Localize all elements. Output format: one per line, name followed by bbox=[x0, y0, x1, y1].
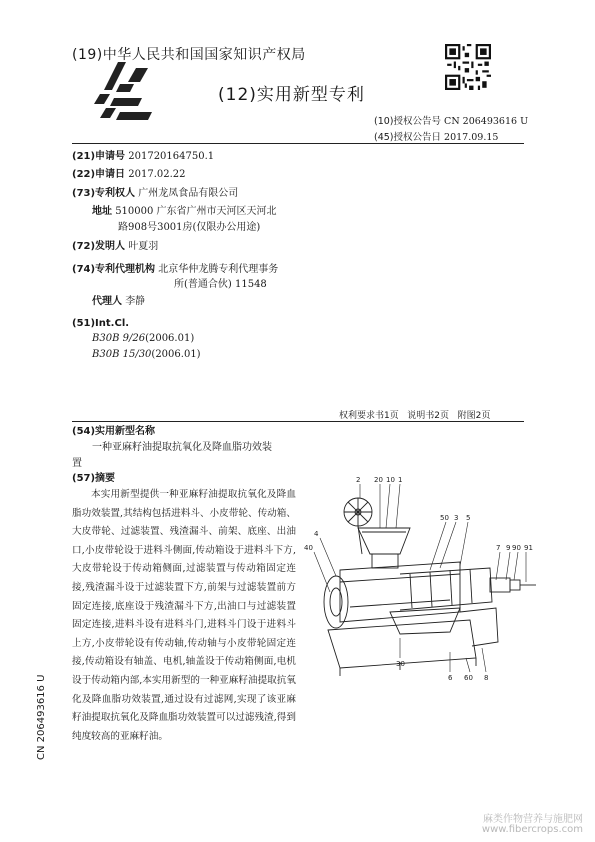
patent-agency-line-2: 所(普通合伙) 11548 bbox=[174, 279, 267, 290]
drawing-label: 3 bbox=[454, 514, 459, 522]
application-date-value: 2017.02.22 bbox=[128, 169, 186, 180]
application-number-value: 201720164750.1 bbox=[128, 151, 215, 162]
utility-model-title-line-2: 置 bbox=[72, 458, 82, 469]
inventor bbox=[72, 239, 158, 254]
page-count-info: 权利要求书1页 说明书2页 附图2页 bbox=[339, 411, 491, 421]
patent-agency-label: (74)专利代理机构 bbox=[72, 264, 156, 275]
ipc-code-2: B30B 15/30 bbox=[92, 349, 152, 360]
ipc-code-1: B30B 9/26 bbox=[92, 333, 146, 344]
address bbox=[92, 204, 277, 219]
abstract-text: 本实用新型提供一种亚麻籽油提取抗氧化及降血脂功效装置,其结构包括进料斗、小皮带轮、传动箱、大皮带轮、过滤装置、残渣漏斗、前架、底座、出油口,小皮带轮设于进料斗侧面,传动箱设于进料斗下方,大皮带轮设于传动箱侧面,过滤装置与传动箱固定连接,残渣漏斗设于过滤装置下方,前架与过滤装置前方固定连接,底座设于残渣漏斗下方,出油口与过滤装置固定连接,进料斗设有进料斗门,进料斗门设于进料斗上方,小皮带轮设有传动轴,传动轴与小皮带轮固定连接,传动箱设有轴盖、电机,轴盖设于传动箱侧面,电机设于传动箱内部,本实用新型的一种亚麻籽油提取抗氧化及降血脂功效装置,通过设有过滤网,实现了该亚麻籽油提取抗氧化及降血脂功效装置可以过滤残渣,得到纯度较高的亚麻籽油。 bbox=[72, 489, 296, 742]
drawing-label: 2 bbox=[356, 476, 361, 484]
application-date-label: (22)申请日 bbox=[72, 169, 126, 180]
utility-model-title-line-1: 一种亚麻籽油提取抗氧化及降血脂功效装 bbox=[92, 442, 272, 453]
header-divider bbox=[72, 143, 524, 144]
drawing-label: 30 bbox=[396, 660, 405, 668]
ipc-label: (51)Int.Cl. bbox=[72, 318, 130, 329]
title-label: (54)实用新型名称 bbox=[72, 426, 156, 437]
drawing-label: 10 bbox=[386, 476, 395, 484]
publication-date-value: 2017.09.15 bbox=[444, 132, 499, 143]
watermark-line-2: www.fibercrops.com bbox=[481, 824, 583, 835]
agent-value: 李静 bbox=[125, 296, 146, 307]
abstract-label: (57)摘要 bbox=[72, 473, 116, 484]
patentee-label: (73)专利权人 bbox=[72, 188, 136, 199]
patentee-value: 广州龙凤食品有限公司 bbox=[138, 188, 239, 199]
patentee bbox=[72, 186, 238, 201]
drawing-label: 7 bbox=[496, 544, 501, 552]
application-number-label: (21)申请号 bbox=[72, 151, 126, 162]
drawing-label: 40 bbox=[304, 544, 313, 552]
inventor-value: 叶夏羽 bbox=[128, 241, 159, 252]
document-type: (12)实用新型专利 bbox=[218, 85, 365, 105]
ipc-heading bbox=[72, 316, 129, 331]
ipc-version-2: (2006.01) bbox=[151, 349, 201, 360]
publication-number-label: (10)授权公告号 bbox=[374, 116, 442, 127]
watermark-line-1: 麻类作物营养与施肥网 bbox=[483, 814, 583, 825]
inventor-label: (72)发明人 bbox=[72, 241, 126, 252]
publication-number-value: CN 206493616 U bbox=[444, 116, 529, 127]
title-heading bbox=[72, 424, 155, 439]
ipc-version-1: (2006.01) bbox=[145, 333, 195, 344]
agent-label: 代理人 bbox=[92, 296, 122, 307]
ipc-entry-1 bbox=[92, 331, 194, 346]
application-date bbox=[72, 167, 186, 182]
address-line-1: 510000 广东省广州市天河区天河北 bbox=[115, 206, 277, 217]
abstract-heading bbox=[72, 471, 115, 486]
ipc-entry-2 bbox=[92, 347, 201, 362]
drawing-label: 6 bbox=[448, 674, 453, 682]
qr-code bbox=[445, 44, 491, 90]
drawing-label: 90 bbox=[512, 544, 521, 552]
drawing-label: 60 bbox=[464, 674, 473, 682]
abstract-divider bbox=[72, 421, 524, 422]
drawing-label: 9 bbox=[506, 544, 511, 552]
drawing-label: 4 bbox=[314, 530, 319, 538]
publication-date bbox=[374, 129, 498, 143]
drawing-label: 20 bbox=[374, 476, 383, 484]
agent bbox=[92, 294, 145, 309]
drawing-label: 1 bbox=[398, 476, 403, 484]
machine-drawing bbox=[300, 462, 540, 694]
drawing-label: 91 bbox=[524, 544, 533, 552]
drawing-label: 50 bbox=[440, 514, 449, 522]
cnipa-logo bbox=[90, 60, 160, 126]
address-label: 地址 bbox=[92, 206, 112, 217]
address-line-2: 路908号3001房(仅限办公用途) bbox=[118, 222, 261, 233]
drawing-label: 8 bbox=[484, 674, 489, 682]
side-publication-number: CN 206493616 U bbox=[36, 674, 47, 760]
publication-number bbox=[374, 113, 528, 127]
application-number bbox=[72, 149, 214, 164]
patent-agency bbox=[72, 262, 278, 277]
patent-agency-line-1: 北京华仲龙腾专利代理事务 bbox=[158, 264, 279, 275]
office-name: (19)中华人民共和国国家知识产权局 bbox=[72, 47, 306, 63]
drawing-label: 5 bbox=[466, 514, 471, 522]
publication-date-label: (45)授权公告日 bbox=[374, 132, 442, 143]
